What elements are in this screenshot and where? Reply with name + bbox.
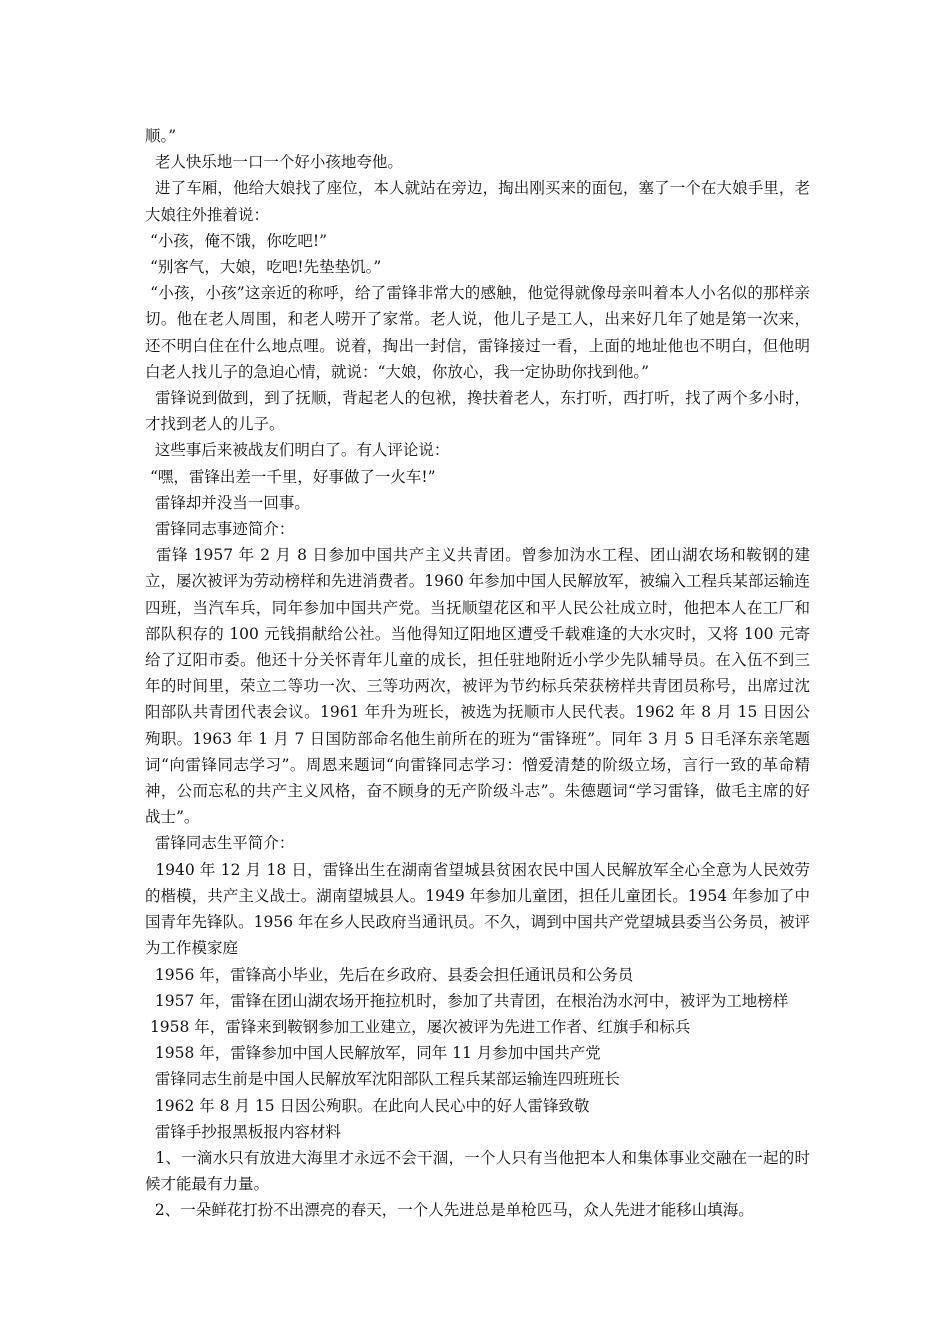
- document-body: [145, 123, 810, 1224]
- paragraph: 雷锋说到做到，到了抚顺，背起老人的包袱，搀扶着老人，东打听，西打听，找了两个多小时，才找到老人的儿子。: [145, 389, 810, 434]
- paragraph: “别客气，大娘，吃吧!先垫垫饥。”: [145, 258, 382, 277]
- list-item: 2、一朵鲜花打扮不出漂亮的春天，一个人先进总是单枪匹马，众人先进才能移山填海。: [145, 1201, 754, 1220]
- paragraph: 顺。”: [145, 127, 177, 145]
- section-heading: 雷锋同志生平简介：: [145, 834, 295, 853]
- paragraph: 进了车厢，他给大娘找了座位，本人就站在旁边，掏出刚买来的面包，塞了一个在大娘手里，老大娘往外推着说：: [145, 179, 810, 224]
- paragraph: 1940 年 12 月 18 日，雷锋出生在湖南省望城县贫困农民中国人民解放军全心全意为人民效劳的楷模，共产主义战士。湖南望城县人。1949 年参加儿童团，担任儿童团长。1954 年参加了中国青年先锋队。1956 年在乡人民政府当通讯员。不久，调到中国共产党望城县委当公务员，被评为工作模家庭: [145, 860, 811, 958]
- list-item: 1、一滴水只有放进大海里才永远不会干涸，一个人只有当他把本人和集体事业交融在一起的时候才能最有力量。: [145, 1148, 810, 1194]
- paragraph: 老人快乐地一口一个好小孩地夸他。: [145, 153, 403, 172]
- paragraph: 雷锋 1957 年 2 月 8 日参加中国共产主义共青团。曾参加沩水工程、团山湖农场和鞍钢的建立，屡次被评为劳动榜样和先进消费者。1960 年参加中国人民解放军，被编入工程兵某部运输连四班，当汽车兵，同年参加中国共产党。当抚顺望花区和平人民公社成立时，他把本人在工厂和部队积存的 100 元钱捐献给公社。当他得知辽阳地区遭受千载难逢的大水灾时，又将 100 元寄给了辽阳市委。他还十分关怀青年儿童的成长，担任驻地附近小学少先队辅导员。在入伍不到三年的时间里，荣立二等功一次、三等功两次，被评为节约标兵荣获榜样共青团员称号，出席过沈阳部队共青团代表会议。1961 年升为班长，被选为抚顺市人民代表。1962 年 8 月 15 日因公殉职。1963 年 1 月 7 日国防部命名他生前所在的班为“雷锋班”。同年 3 月 5 日毛泽东亲笔题词“向雷锋同志学习”。周恩来题词“向雷锋同志学习：憎爱清楚的阶级立场，言行一致的革命精神，公而忘私的共产主义风格，奋不顾身的无产阶级斗志”。朱德题词“学习雷锋，做毛主席的好战士”。: [145, 546, 811, 827]
- paragraph: 雷锋同志生前是中国人民解放军沈阳部队工程兵某部运输连四班班长: [145, 1070, 620, 1089]
- paragraph: 这些事后来被战友们明白了。有人评论说：: [145, 441, 450, 460]
- paragraph: 1958 年，雷锋来到鞍钢参加工业建立，屡次被评为先进工作者、红旗手和标兵: [145, 1017, 691, 1036]
- section-heading: 雷锋同志事迹简介：: [145, 520, 295, 539]
- paragraph: 1962 年 8 月 15 日因公殉职。在此向人民心中的好人雷锋致敬: [145, 1096, 590, 1115]
- section-heading: 雷锋手抄报黑板报内容材料: [145, 1122, 341, 1141]
- paragraph: “小孩，俺不饿，你吃吧!”: [145, 231, 328, 250]
- paragraph: “嘿，雷锋出差一千里，好事做了一火车!”: [145, 467, 436, 486]
- paragraph: 1956 年，雷锋高小毕业，先后在乡政府、县委会担任通讯员和公务员: [145, 965, 634, 984]
- paragraph: 雷锋却并没当一回事。: [145, 493, 310, 512]
- paragraph: 1958 年，雷锋参加中国人民解放军，同年 11 月参加中国共产党: [145, 1044, 601, 1063]
- paragraph: 1957 年，雷锋在团山湖农场开拖拉机时，参加了共青团，在根治沩水河中，被评为工地榜样: [145, 991, 789, 1010]
- paragraph: “小孩，小孩”这亲近的称呼，给了雷锋非常大的感触，他觉得就像母亲叫着本人小名似的那样亲切。他在老人周围，和老人唠开了家常。老人说，他儿子是工人，出来好几年了她是第一次来，还不明白住在什么地点哩。说着，掏出一封信，雷锋接过一看，上面的地址他也不明白，但他明白老人找儿子的急迫心情，就说：“大娘，你放心，我一定协助你找到他。”: [145, 284, 810, 381]
